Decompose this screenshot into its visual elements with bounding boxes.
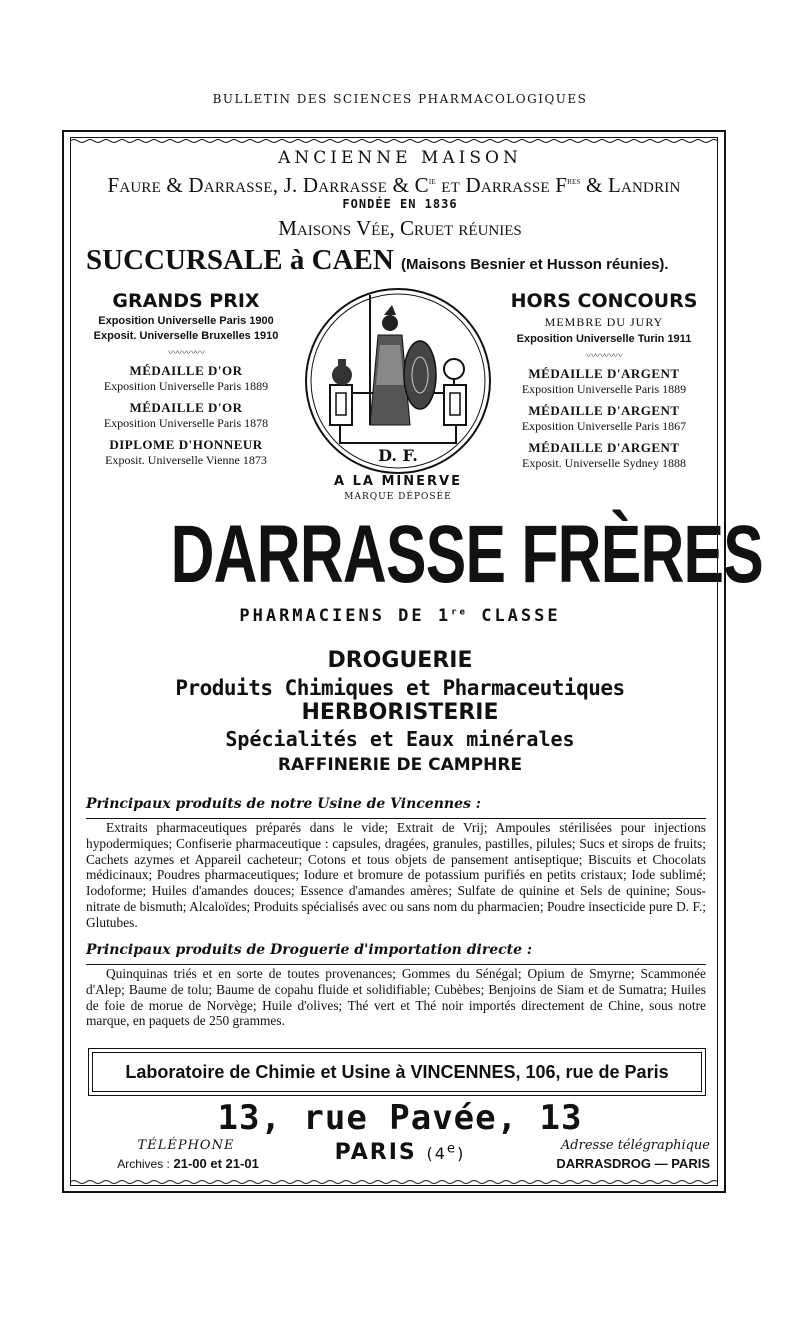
marque-deposee: MARQUE DÉPOSÉE — [344, 492, 452, 502]
medal-expo: Exposition Universelle Paris 1878 — [103, 416, 269, 430]
medal-expo: Exposition Universelle Paris 1889 — [103, 379, 269, 393]
grands-prix-title: GRANDS PRIX — [112, 290, 260, 312]
founded-date: FONDÉE EN 1836 — [342, 197, 458, 211]
section-rule — [86, 964, 706, 965]
arrondissement-sup: e — [446, 1141, 458, 1157]
wavy-border-bottom — [70, 1179, 718, 1185]
left-awards-column — [80, 290, 292, 468]
pharmaciens-classe: CLASSE — [467, 606, 561, 626]
medal-expo: Exposit. Universelle Sydney 1888 — [522, 456, 686, 470]
founders-part-2: et Darrasse F — [435, 173, 568, 197]
arrondissement-num: (4 — [426, 1144, 447, 1163]
squiggle-divider: 〰〰〰〰 — [586, 351, 622, 362]
succursale-title: SUCCURSALE à CAEN — [86, 244, 394, 276]
medal-name: DIPLOME D'HONNEUR — [109, 437, 263, 452]
right-awards-column — [498, 290, 710, 471]
medal-name: MÉDAILLE D'ARGENT — [528, 366, 680, 381]
medal-name: MÉDAILLE D'OR — [129, 363, 243, 378]
section-title-importation: Principaux produits de Droguerie d'importation directe : — [86, 942, 533, 958]
pharmaciens-line — [0, 606, 800, 626]
minerva-emblem-icon — [300, 285, 496, 481]
medal-name: MÉDAILLE D'ARGENT — [528, 440, 680, 455]
telegraph-label: Adresse télégraphique — [560, 1138, 710, 1153]
telegraph-address: DARRASDROG — PARIS — [556, 1156, 710, 1171]
raffinerie-heading: RAFFINERIE DE CAMPHRE — [277, 755, 523, 775]
award-line: Exposition Universelle Turin 1911 — [516, 333, 692, 345]
pharmaciens-text: PHARMACIENS DE 1 — [239, 606, 452, 626]
medal-expo: Exposition Universelle Paris 1889 — [521, 382, 687, 396]
pharmaciens-sup: re — [451, 607, 468, 618]
street-address: 13, rue Pavée, 13 — [217, 1098, 583, 1138]
section-title-vincennes: Principaux produits de notre Usine de Vincennes : — [86, 796, 481, 812]
city-name: PARIS — [334, 1140, 417, 1165]
a-la-minerve: A LA MINERVE — [334, 474, 462, 489]
archives-numbers: 21-00 et 21-01 — [173, 1156, 259, 1171]
droguerie-heading: DROGUERIE — [327, 648, 473, 673]
founders-sup-1: ie — [428, 176, 436, 187]
laboratory-address: Laboratoire de Chimie et Usine à VINCENNES, 106, rue de Paris — [125, 1062, 669, 1082]
archives-line — [88, 1156, 288, 1171]
founders-part-3: & Landrin — [580, 173, 681, 197]
succursale-line — [86, 244, 726, 277]
city-line — [300, 1140, 500, 1165]
award-line: Exposition Universelle Paris 1900 — [98, 315, 274, 327]
award-line: Exposit. Universelle Bruxelles 1910 — [93, 330, 279, 342]
medal-expo: Exposit. Universelle Vienne 1873 — [105, 453, 267, 467]
arrondissement-close: ) — [457, 1144, 466, 1163]
wavy-border-top — [70, 138, 718, 144]
section-body-vincennes: Extraits pharmaceutiques préparés dans le vide; Extrait de Vrij; Ampoules stérilisées pour injections hypodermiques; Confiserie pharmaceutique : capsules, dragées, granules, pastilles, pilules; Sucs et sirops de fruits; Cachets azymes et Appareil cacheteur; Cotons et tous objets de pansement antiseptique; Biscuits et Chocolats médicinaux; Poudres pharmaceutiques; Iodure et bromure de potassium purifiés en petits cristaux; Iode sublimé; Iodoforme; Huiles d'amandes douces; Essence d'amandes amères; Sulfate de quinine et Sels de quinine; Sous-nitrate de bismuth; Alcaloïdes; Produits spécialisés avec ou sans nom du pharmacien; Poudre insecticide pure D. F.; Glutubes. — [86, 820, 706, 930]
medal-name: MÉDAILLE D'OR — [129, 400, 243, 415]
founders-part-1: Faure & Darrasse, J. Darrasse & C — [107, 173, 429, 197]
emblem-initials: D. F. — [378, 446, 418, 465]
section-rule — [86, 818, 706, 819]
medal-name: MÉDAILLE D'ARGENT — [528, 403, 680, 418]
running-header: BULLETIN DES SCIENCES PHARMACOLOGIQUES — [212, 92, 588, 106]
founders-sup-2: res — [567, 176, 581, 187]
hors-concours-title: HORS CONCOURS — [510, 290, 698, 312]
maisons-reunies: Maisons Vée, Cruet réunies — [278, 216, 522, 240]
founders-line — [72, 173, 716, 198]
archives-label: Archives : — [117, 1157, 170, 1171]
medal-expo: Exposition Universelle Paris 1867 — [521, 419, 687, 433]
arrondissement — [426, 1141, 466, 1163]
telephone-label: TÉLÉPHONE — [137, 1138, 235, 1153]
specialites-line: Spécialités et Eaux minérales — [225, 727, 575, 751]
succursale-note: (Maisons Besnier et Husson réunies). — [401, 256, 669, 273]
herboristerie-heading: HERBORISTERIE — [301, 700, 499, 725]
produits-line: Produits Chimiques et Pharmaceutiques — [175, 676, 625, 700]
section-body-importation: Quinquinas triés et en sorte de toutes provenances; Gommes du Sénégal; Opium de Smyrne; Scammonée d'Alep; Baume de tolu; Baume de copahu fluide et solidifiable; Cubèbes; Benjoins de Siam et de Sumatra; Huiles de foie de morue de Norvège; Huile d'olives; Thé vert et Thé noir importés directement de Chine, sous notre marque, en paquets de 250 grammes. — [86, 966, 706, 1029]
squiggle-divider: 〰〰〰〰 — [168, 348, 204, 359]
ancienne-maison: ANCIENNE MAISON — [278, 148, 522, 168]
award-line: MEMBRE DU JURY — [544, 315, 664, 329]
firm-name: DARRASSE FRÈRES — [170, 509, 764, 600]
